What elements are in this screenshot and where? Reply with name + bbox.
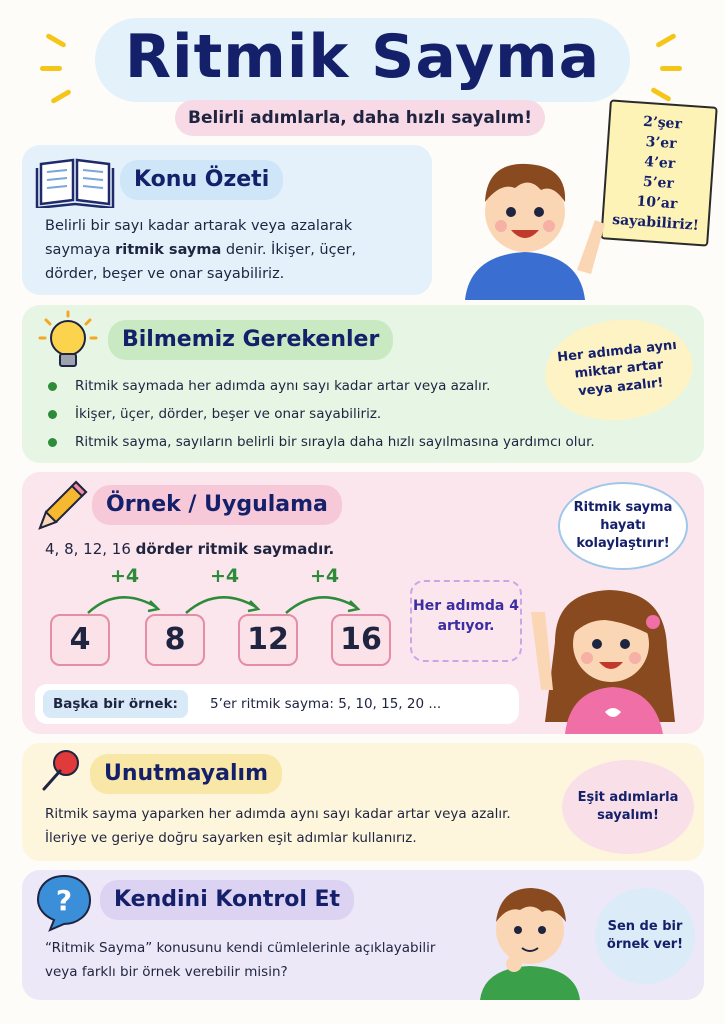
check-line: “Ritmik Sayma” konusunu kendi cümlelerinle açıklayabilir <box>45 940 436 956</box>
example-title: Örnek / Uygulama <box>92 485 342 525</box>
check-bubble-text: Sen de bir örnek ver! <box>606 919 684 952</box>
pencil-icon <box>32 478 90 536</box>
remember-speech-bubble <box>562 760 694 854</box>
summary-title: Konu Özeti <box>120 160 283 200</box>
book-icon <box>35 148 115 208</box>
example-intro-bold: dörder ritmik saymadır. <box>135 540 335 558</box>
ray-decoration <box>650 87 672 102</box>
boy-illustration <box>445 140 610 300</box>
summary-text <box>45 214 395 286</box>
list-item-text: Ritmik saymada her adımda aynı sayı kadar artar veya azalır. <box>75 378 491 394</box>
step-label: +4 <box>210 565 240 587</box>
sign-line: 4’er <box>643 153 676 173</box>
other-example-text: 5’er ritmik sayma: 5, 10, 15, 20 ... <box>210 696 442 712</box>
summary-text-bold: ritmik sayma <box>115 242 222 258</box>
lightbulb-icon <box>38 310 98 375</box>
ray-decoration <box>40 66 62 71</box>
example-speech-bubble <box>558 482 688 570</box>
list-item-text: Ritmik sayma, sayıların belirli bir sırayla daha hızlı sayılmasına yardımcı olur. <box>75 434 595 450</box>
step-note: Her adımda 4 artıyor. <box>410 580 522 662</box>
remember-line: Ritmik sayma yaparken her adımda aynı sayı kadar artar veya azalır. <box>45 806 511 822</box>
ray-decoration <box>660 66 682 71</box>
remember-line: İleriye ve geriye doğru sayarken eşit adımlar kullanırız. <box>45 830 417 846</box>
know-title: Bilmemiz Gerekenler <box>108 320 393 360</box>
number-box: 4 <box>50 614 110 666</box>
question-bubble-icon <box>34 872 94 932</box>
bullet-icon <box>48 382 57 391</box>
ray-decoration <box>655 33 677 48</box>
step-label: +4 <box>110 565 140 587</box>
remember-title: Unutmayalım <box>90 754 282 794</box>
know-bubble-text: Her adımda aynı miktar artar veya azalır! <box>556 337 678 400</box>
step-label: +4 <box>310 565 340 587</box>
example-bubble-text: Ritmik sayma hayatı kolaylaştırır! <box>573 500 673 551</box>
list-item <box>48 428 648 456</box>
check-title: Kendini Kontrol Et <box>100 880 354 920</box>
remember-bubble-text: Eşit adımlarla sayalım! <box>577 790 679 823</box>
list-item-text: İkişer, üçer, dörder, beşer ve onar sayabiliriz. <box>75 406 382 422</box>
bullet-icon <box>48 410 57 419</box>
bullet-icon <box>48 438 57 447</box>
summary-text-part: denir. İkişer, üçer, dörder, beşer ve onar sayabiliriz. <box>45 242 357 282</box>
list-item <box>48 400 648 428</box>
sign-line: 5’er <box>642 173 675 193</box>
step-arrows <box>78 585 378 617</box>
sign-line: 3’er <box>645 134 678 153</box>
sign-line: 2’şer <box>642 113 683 133</box>
number-box: 12 <box>238 614 298 666</box>
check-speech-bubble <box>595 888 695 984</box>
sign-line: 10’ar <box>635 193 678 213</box>
number-box: 16 <box>331 614 391 666</box>
page-title: Ritmik Sayma <box>124 22 601 92</box>
check-text <box>45 936 505 984</box>
svg-text:?: ? <box>55 884 73 917</box>
remember-text <box>45 802 565 850</box>
check-line: veya farklı bir örnek verebilir misin? <box>45 964 288 980</box>
page-subtitle: Belirli adımlarla, daha hızlı sayalım! <box>175 100 545 136</box>
sign-line: sayabiliriz! <box>611 211 700 234</box>
ray-decoration <box>45 33 67 48</box>
pushpin-icon <box>36 745 86 795</box>
thinking-boy-illustration <box>470 872 590 1000</box>
other-example-label: Başka bir örnek: <box>43 690 188 718</box>
example-intro <box>45 540 334 558</box>
ray-decoration <box>50 89 72 104</box>
example-intro-part: 4, 8, 12, 16 <box>45 540 136 558</box>
summary-text-part: Belirli bir sayı kadar artarak veya azalarak saymaya <box>45 218 353 258</box>
girl-illustration <box>525 572 705 734</box>
counting-sign <box>600 99 718 246</box>
other-example <box>35 684 519 724</box>
number-box: 8 <box>145 614 205 666</box>
